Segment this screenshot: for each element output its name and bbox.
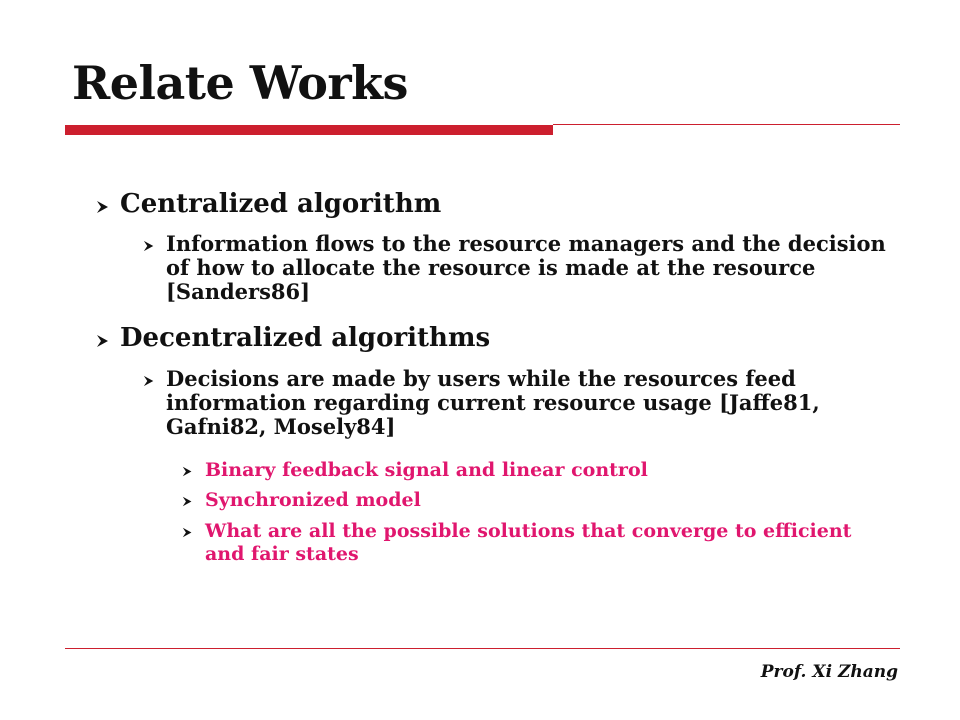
bullet-centralized-detail: Information flows to the resource managers and the decision of how to allocate the resource is made at the resource [Sanders86] (166, 231, 886, 304)
slide-title: Relate Works (72, 56, 408, 110)
title-underline-thick (65, 125, 553, 135)
sub-bullet-binary-feedback: Binary feedback signal and linear control (205, 459, 648, 481)
footer-divider (65, 648, 900, 649)
footer-author: Prof. Xi Zhang (760, 662, 898, 682)
sub-bullet-possible-solutions: What are all the possible solutions that converge to efficient and fair states (205, 520, 852, 565)
title-underline-thin (553, 124, 900, 125)
bullet-centralized: Centralized algorithm (120, 189, 442, 219)
sub-bullet-synchronized-model: Synchronized model (205, 489, 421, 511)
bullet-decentralized: Decentralized algorithms (120, 323, 491, 353)
bullet-decentralized-detail: Decisions are made by users while the resources feed information regarding current resource usage [Jaffe81, Gafni82, Mosely84] (166, 366, 820, 439)
